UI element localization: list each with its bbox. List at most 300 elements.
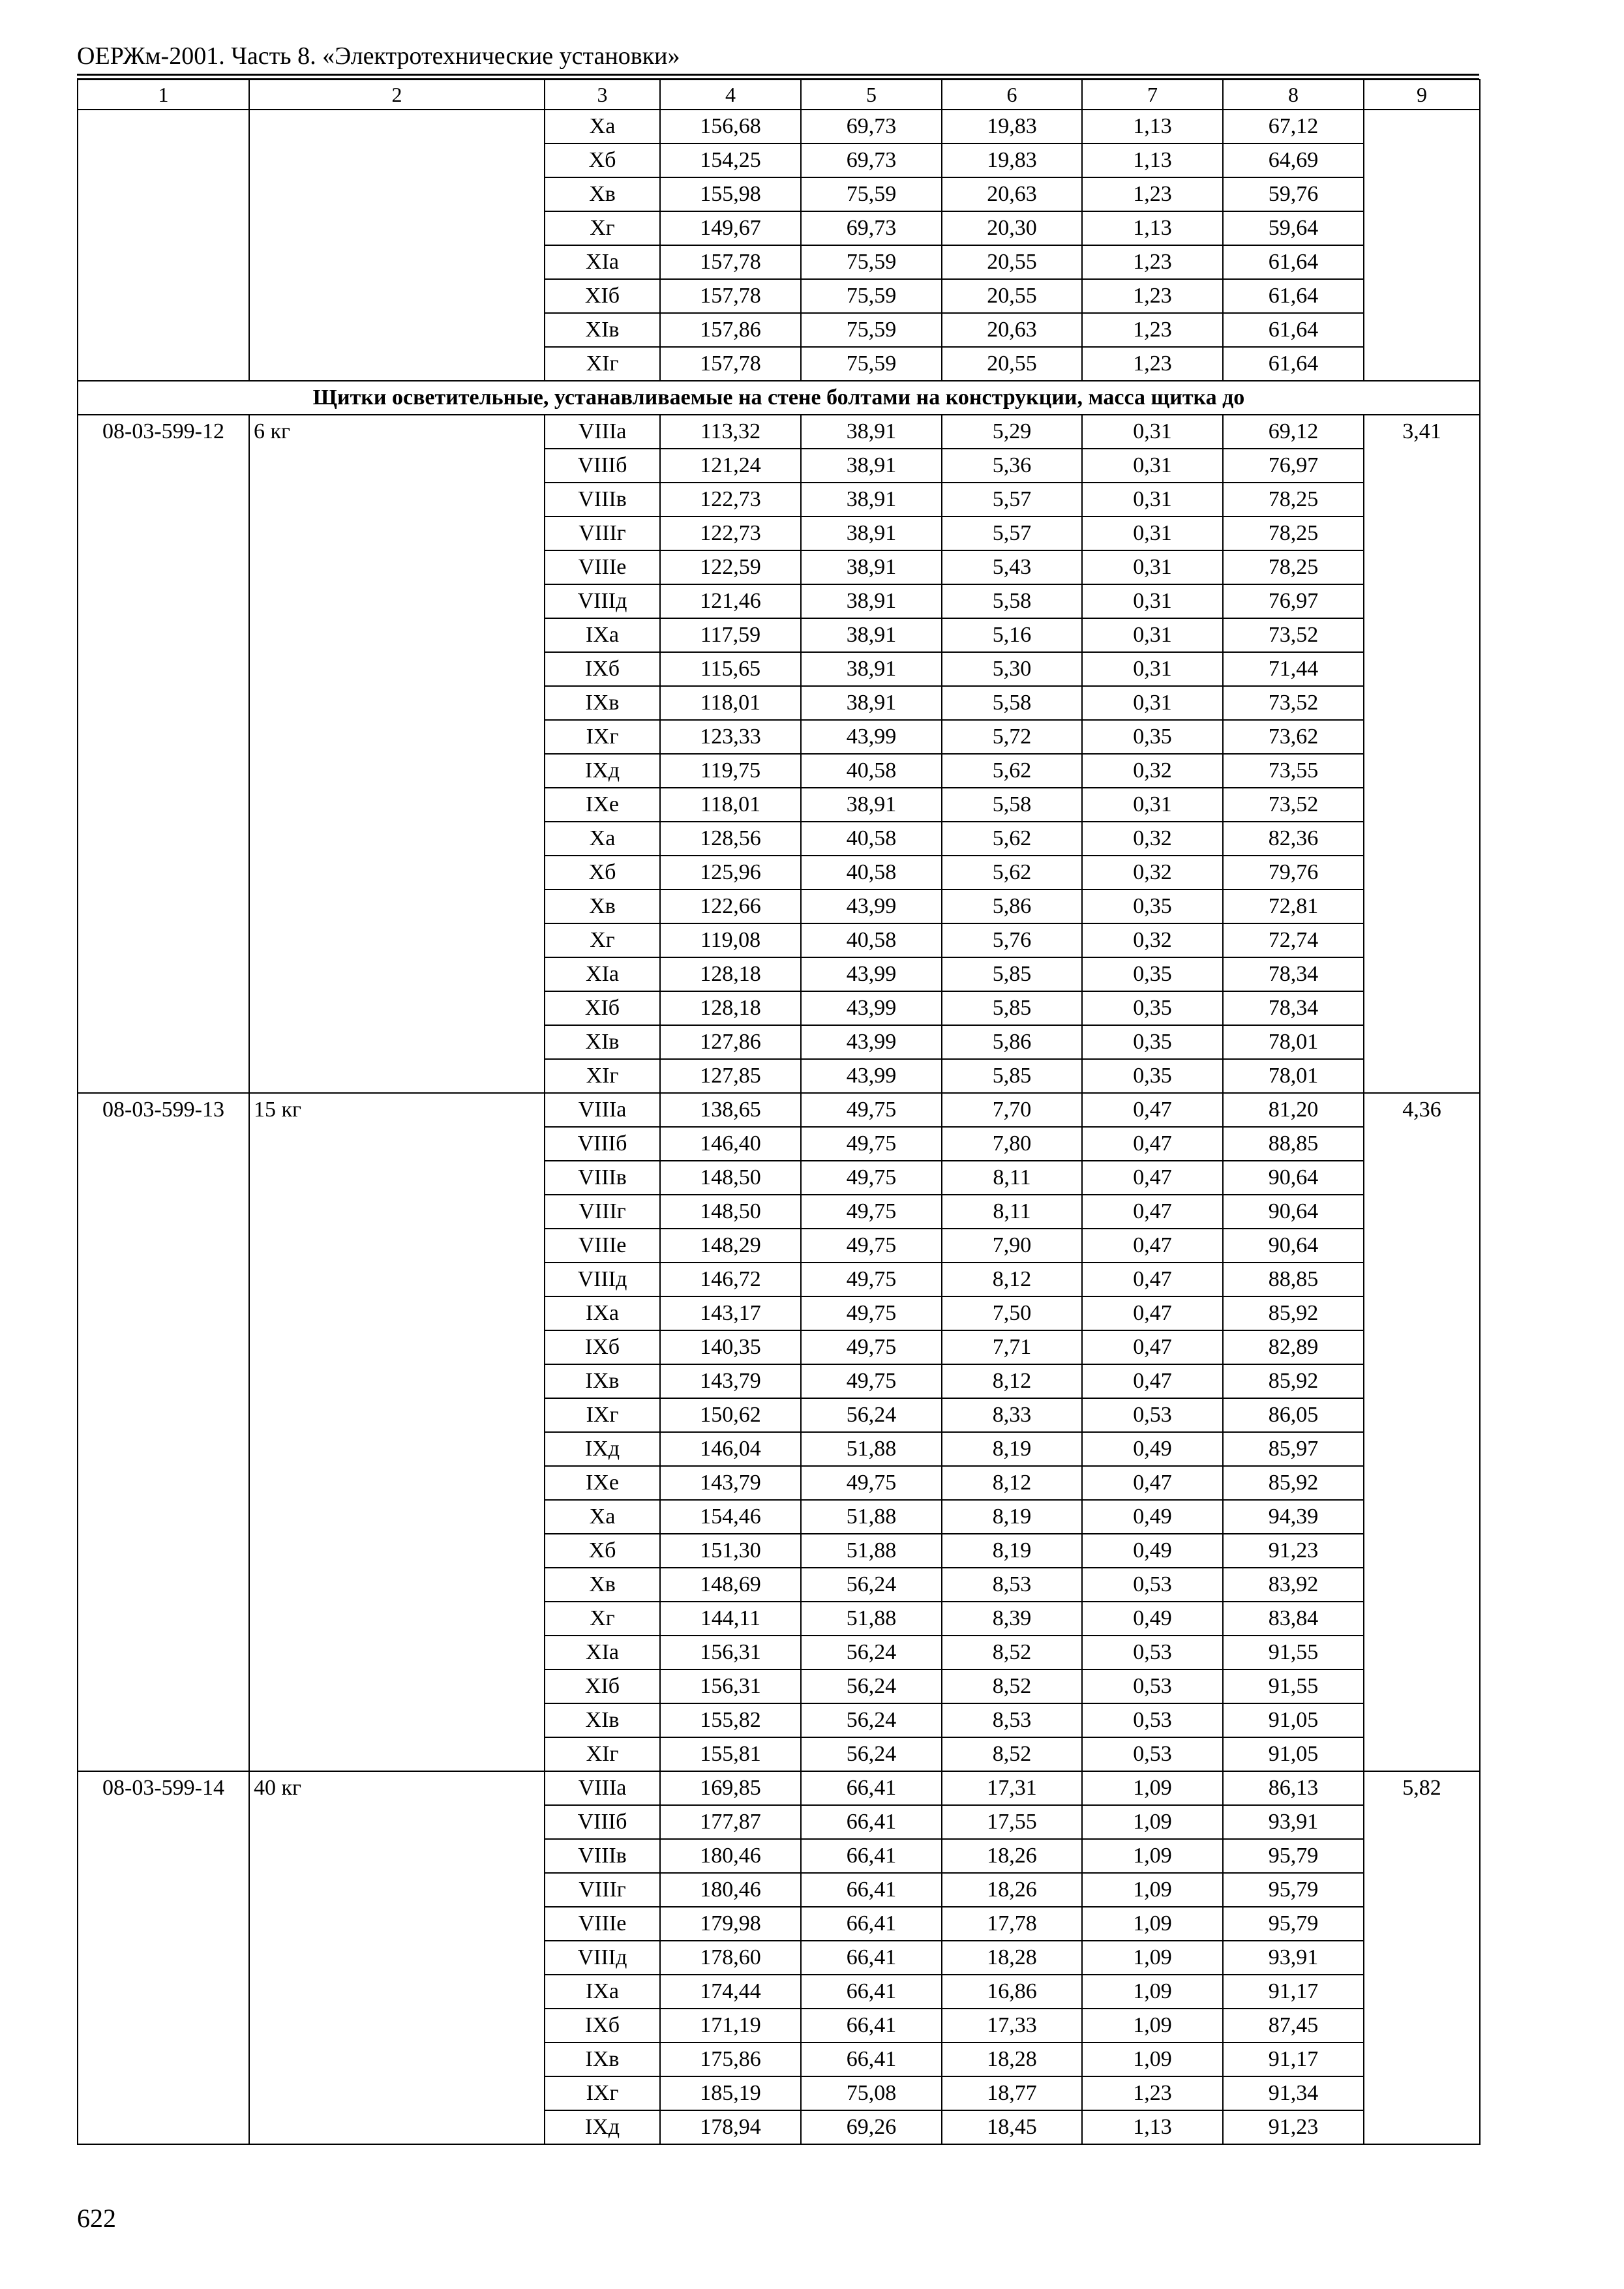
value-cell: 138,65 [660,1093,801,1127]
value-cell: 0,31 [1082,618,1223,652]
section-title-row [78,381,1480,415]
value-cell: 38,91 [801,415,942,449]
value-cell: 171,19 [660,2009,801,2042]
value-cell: 1,09 [1082,1907,1223,1941]
value-cell: 5,29 [942,415,1082,449]
variant-cell: IXб [545,652,660,686]
variant-cell: Xб [545,143,660,177]
value-cell: 8,33 [942,1398,1082,1432]
value-cell: 90,64 [1223,1161,1364,1195]
value-cell: 78,25 [1223,516,1364,550]
value-cell: 18,77 [942,2076,1082,2110]
column-header: 8 [1223,80,1364,110]
column-header: 7 [1082,80,1223,110]
value-cell: 143,17 [660,1296,801,1330]
value-cell: 8,52 [942,1737,1082,1771]
value-cell: 64,69 [1223,143,1364,177]
value-cell: 81,20 [1223,1093,1364,1127]
value-cell: 73,52 [1223,788,1364,822]
variant-cell: VIIIa [545,415,660,449]
value-cell: 78,01 [1223,1059,1364,1093]
value-cell: 85,92 [1223,1364,1364,1398]
variant-cell: IXa [545,1975,660,2009]
value-cell: 20,55 [942,279,1082,313]
value-cell: 1,09 [1082,1839,1223,1873]
value-cell: 91,17 [1223,2042,1364,2076]
value-cell: 66,41 [801,2009,942,2042]
value-cell: 155,81 [660,1737,801,1771]
value-cell: 56,24 [801,1737,942,1771]
value-cell: 75,59 [801,245,942,279]
value-cell: 150,62 [660,1398,801,1432]
variant-cell: VIIIe [545,1907,660,1941]
value-cell: 69,73 [801,143,942,177]
code-cell: 08-03-599-13 [78,1093,249,1771]
value-cell: 148,29 [660,1229,801,1263]
value-cell: 43,99 [801,720,942,754]
value-cell: 0,47 [1082,1127,1223,1161]
variant-cell: XIб [545,991,660,1025]
value-cell: 174,44 [660,1975,801,2009]
variant-cell: Xв [545,1568,660,1602]
value-cell: 72,81 [1223,890,1364,923]
value-cell: 91,34 [1223,2076,1364,2110]
value-cell: 56,24 [801,1669,942,1703]
variant-cell: XIг [545,1737,660,1771]
value-cell: 0,31 [1082,449,1223,483]
value-cell: 127,85 [660,1059,801,1093]
value-cell: 0,32 [1082,822,1223,856]
value-cell: 8,53 [942,1568,1082,1602]
value-cell: 154,46 [660,1500,801,1534]
value-cell: 146,72 [660,1263,801,1296]
value-cell: 146,40 [660,1127,801,1161]
value-cell: 17,78 [942,1907,1082,1941]
value-cell: 0,31 [1082,483,1223,516]
value-cell: 5,58 [942,584,1082,618]
variant-cell: VIIIe [545,550,660,584]
value-cell: 56,24 [801,1568,942,1602]
value-cell: 16,86 [942,1975,1082,2009]
page-header-title: ОЕРЖм-2001. Часть 8. «Электротехнические установки» [77,42,680,70]
value-cell: 17,31 [942,1771,1082,1805]
variant-cell: XIв [545,1703,660,1737]
value-cell: 66,41 [801,1805,942,1839]
value-cell: 169,85 [660,1771,801,1805]
value-cell: 49,75 [801,1364,942,1398]
value-cell: 179,98 [660,1907,801,1941]
mass-cell: 15 кг [249,1093,545,1771]
value-cell: 0,53 [1082,1398,1223,1432]
table-row [78,110,1480,143]
variant-cell: XIв [545,1025,660,1059]
value-cell: 1,13 [1082,211,1223,245]
value-cell: 157,78 [660,245,801,279]
value-cell: 73,52 [1223,686,1364,720]
value-cell: 1,09 [1082,1975,1223,2009]
value-cell: 127,86 [660,1025,801,1059]
variant-cell: IXд [545,1432,660,1466]
value-cell: 73,55 [1223,754,1364,788]
variant-cell: IXв [545,686,660,720]
value-cell: 40,58 [801,754,942,788]
col9-cell: 3,41 [1364,415,1480,1093]
value-cell: 0,47 [1082,1093,1223,1127]
value-cell: 51,88 [801,1602,942,1636]
variant-cell: VIIIв [545,1161,660,1195]
value-cell: 0,47 [1082,1161,1223,1195]
variant-cell: VIIIa [545,1771,660,1805]
value-cell: 61,64 [1223,347,1364,381]
value-cell: 1,23 [1082,245,1223,279]
rates-table [77,79,1481,2145]
value-cell: 148,50 [660,1161,801,1195]
value-cell: 69,73 [801,110,942,143]
value-cell: 20,55 [942,347,1082,381]
value-cell: 128,56 [660,822,801,856]
value-cell: 8,12 [942,1466,1082,1500]
value-cell: 144,11 [660,1602,801,1636]
value-cell: 1,23 [1082,279,1223,313]
value-cell: 66,41 [801,1873,942,1907]
value-cell: 38,91 [801,516,942,550]
value-cell: 66,41 [801,1839,942,1873]
col9-cell [1364,110,1480,381]
variant-cell: VIIIб [545,1127,660,1161]
value-cell: 87,45 [1223,2009,1364,2042]
value-cell: 5,57 [942,483,1082,516]
variant-cell: IXб [545,2009,660,2042]
value-cell: 91,55 [1223,1669,1364,1703]
value-cell: 59,76 [1223,177,1364,211]
value-cell: 175,86 [660,2042,801,2076]
variant-cell: XIв [545,313,660,347]
value-cell: 5,85 [942,991,1082,1025]
value-cell: 78,34 [1223,957,1364,991]
value-cell: 5,86 [942,890,1082,923]
value-cell: 95,79 [1223,1839,1364,1873]
table-row [78,1771,1480,1805]
value-cell: 119,75 [660,754,801,788]
value-cell: 78,25 [1223,550,1364,584]
variant-cell: IXг [545,720,660,754]
value-cell: 49,75 [801,1161,942,1195]
variant-cell: VIIIд [545,1941,660,1975]
value-cell: 157,86 [660,313,801,347]
value-cell: 95,79 [1223,1873,1364,1907]
value-cell: 148,69 [660,1568,801,1602]
value-cell: 38,91 [801,686,942,720]
value-cell: 5,86 [942,1025,1082,1059]
value-cell: 1,13 [1082,2110,1223,2144]
value-cell: 91,05 [1223,1737,1364,1771]
rates-table-body [78,80,1480,2144]
value-cell: 8,11 [942,1161,1082,1195]
table-row [78,1093,1480,1127]
column-header-row [78,80,1480,110]
value-cell: 38,91 [801,550,942,584]
variant-cell: Xг [545,923,660,957]
value-cell: 78,34 [1223,991,1364,1025]
variant-cell: IXe [545,1466,660,1500]
value-cell: 0,31 [1082,550,1223,584]
variant-cell: IXг [545,1398,660,1432]
value-cell: 91,23 [1223,2110,1364,2144]
variant-cell: XIб [545,1669,660,1703]
value-cell: 157,78 [660,347,801,381]
value-cell: 0,49 [1082,1500,1223,1534]
value-cell: 7,71 [942,1330,1082,1364]
page-number: 622 [77,2204,116,2233]
value-cell: 5,58 [942,686,1082,720]
variant-cell: VIIIa [545,1093,660,1127]
value-cell: 1,09 [1082,1873,1223,1907]
column-header: 1 [78,80,249,110]
value-cell: 0,32 [1082,923,1223,957]
value-cell: 88,85 [1223,1263,1364,1296]
value-cell: 56,24 [801,1636,942,1669]
value-cell: 122,66 [660,890,801,923]
value-cell: 66,41 [801,2042,942,2076]
variant-cell: IXб [545,1330,660,1364]
value-cell: 8,53 [942,1703,1082,1737]
value-cell: 51,88 [801,1432,942,1466]
value-cell: 0,53 [1082,1669,1223,1703]
variant-cell: VIIIб [545,1805,660,1839]
header-rule [77,74,1479,76]
value-cell: 78,01 [1223,1025,1364,1059]
value-cell: 5,76 [942,923,1082,957]
value-cell: 67,12 [1223,110,1364,143]
value-cell: 79,76 [1223,856,1364,890]
value-cell: 72,74 [1223,923,1364,957]
value-cell: 88,85 [1223,1127,1364,1161]
variant-cell: IXe [545,788,660,822]
value-cell: 7,80 [942,1127,1082,1161]
value-cell: 117,59 [660,618,801,652]
value-cell: 73,52 [1223,618,1364,652]
value-cell: 5,58 [942,788,1082,822]
value-cell: 38,91 [801,652,942,686]
variant-cell: VIIIб [545,449,660,483]
value-cell: 73,62 [1223,720,1364,754]
value-cell: 91,55 [1223,1636,1364,1669]
value-cell: 185,19 [660,2076,801,2110]
value-cell: 86,05 [1223,1398,1364,1432]
variant-cell: Xб [545,856,660,890]
value-cell: 180,46 [660,1873,801,1907]
value-cell: 0,31 [1082,584,1223,618]
value-cell: 75,08 [801,2076,942,2110]
value-cell: 49,75 [801,1466,942,1500]
value-cell: 125,96 [660,856,801,890]
value-cell: 122,59 [660,550,801,584]
column-header: 5 [801,80,942,110]
value-cell: 75,59 [801,347,942,381]
value-cell: 121,24 [660,449,801,483]
value-cell: 5,57 [942,516,1082,550]
value-cell: 8,52 [942,1669,1082,1703]
value-cell: 123,33 [660,720,801,754]
value-cell: 140,35 [660,1330,801,1364]
value-cell: 18,28 [942,1941,1082,1975]
value-cell: 1,09 [1082,2042,1223,2076]
value-cell: 5,43 [942,550,1082,584]
variant-cell: IXв [545,2042,660,2076]
value-cell: 0,32 [1082,754,1223,788]
value-cell: 151,30 [660,1534,801,1568]
value-cell: 0,35 [1082,1059,1223,1093]
value-cell: 69,12 [1223,415,1364,449]
value-cell: 156,31 [660,1669,801,1703]
value-cell: 20,63 [942,313,1082,347]
value-cell: 38,91 [801,618,942,652]
value-cell: 49,75 [801,1330,942,1364]
col9-cell: 4,36 [1364,1093,1480,1771]
value-cell: 19,83 [942,143,1082,177]
value-cell: 148,50 [660,1195,801,1229]
value-cell: 75,59 [801,313,942,347]
value-cell: 66,41 [801,1771,942,1805]
variant-cell: Xв [545,890,660,923]
value-cell: 113,32 [660,415,801,449]
value-cell: 40,58 [801,923,942,957]
value-cell: 90,64 [1223,1195,1364,1229]
value-cell: 1,23 [1082,347,1223,381]
variant-cell: VIIIг [545,516,660,550]
value-cell: 38,91 [801,449,942,483]
section-title: Щитки осветительные, устанавливаемые на стене болтами на конструкции, масса щитка до [78,381,1480,415]
value-cell: 83,84 [1223,1602,1364,1636]
variant-cell: Xa [545,1500,660,1534]
value-cell: 8,52 [942,1636,1082,1669]
value-cell: 0,31 [1082,516,1223,550]
variant-cell: VIIIв [545,483,660,516]
value-cell: 155,82 [660,1703,801,1737]
variant-cell: Xг [545,1602,660,1636]
variant-cell: Xг [545,211,660,245]
code-cell: 08-03-599-12 [78,415,249,1093]
value-cell: 8,11 [942,1195,1082,1229]
variant-cell: VIIIд [545,584,660,618]
variant-cell: IXд [545,2110,660,2144]
value-cell: 5,72 [942,720,1082,754]
value-cell: 93,91 [1223,1941,1364,1975]
value-cell: 19,83 [942,110,1082,143]
value-cell: 7,50 [942,1296,1082,1330]
variant-cell: Xв [545,177,660,211]
value-cell: 94,39 [1223,1500,1364,1534]
column-header: 6 [942,80,1082,110]
value-cell: 121,46 [660,584,801,618]
variant-cell: XIг [545,347,660,381]
value-cell: 83,92 [1223,1568,1364,1602]
variant-cell: VIIIд [545,1263,660,1296]
value-cell: 119,08 [660,923,801,957]
variant-cell: IXв [545,1364,660,1398]
variant-cell: IXa [545,1296,660,1330]
variant-cell: VIIIг [545,1873,660,1907]
value-cell: 0,31 [1082,686,1223,720]
value-cell: 122,73 [660,516,801,550]
mass-cell: 6 кг [249,415,545,1093]
value-cell: 20,30 [942,211,1082,245]
value-cell: 0,35 [1082,957,1223,991]
value-cell: 180,46 [660,1839,801,1873]
value-cell: 59,64 [1223,211,1364,245]
value-cell: 75,59 [801,177,942,211]
value-cell: 95,79 [1223,1907,1364,1941]
value-cell: 49,75 [801,1263,942,1296]
value-cell: 0,49 [1082,1432,1223,1466]
value-cell: 61,64 [1223,279,1364,313]
value-cell: 51,88 [801,1534,942,1568]
value-cell: 157,78 [660,279,801,313]
value-cell: 0,31 [1082,415,1223,449]
value-cell: 0,35 [1082,720,1223,754]
value-cell: 5,62 [942,754,1082,788]
code-cell [78,110,249,381]
value-cell: 178,94 [660,2110,801,2144]
value-cell: 90,64 [1223,1229,1364,1263]
value-cell: 18,26 [942,1839,1082,1873]
value-cell: 5,36 [942,449,1082,483]
value-cell: 38,91 [801,584,942,618]
variant-cell: VIIIг [545,1195,660,1229]
table-row [78,415,1480,449]
value-cell: 0,35 [1082,890,1223,923]
value-cell: 66,41 [801,1975,942,2009]
value-cell: 0,47 [1082,1330,1223,1364]
variant-cell: Xб [545,1534,660,1568]
value-cell: 18,28 [942,2042,1082,2076]
value-cell: 0,35 [1082,1025,1223,1059]
column-header: 3 [545,80,660,110]
value-cell: 43,99 [801,991,942,1025]
column-header: 4 [660,80,801,110]
variant-cell: XIa [545,957,660,991]
value-cell: 115,65 [660,652,801,686]
value-cell: 0,47 [1082,1195,1223,1229]
value-cell: 85,92 [1223,1466,1364,1500]
value-cell: 5,85 [942,1059,1082,1093]
value-cell: 85,92 [1223,1296,1364,1330]
value-cell: 146,04 [660,1432,801,1466]
value-cell: 122,73 [660,483,801,516]
value-cell: 1,23 [1082,177,1223,211]
value-cell: 69,26 [801,2110,942,2144]
value-cell: 8,12 [942,1364,1082,1398]
value-cell: 8,19 [942,1534,1082,1568]
value-cell: 0,47 [1082,1364,1223,1398]
value-cell: 43,99 [801,1025,942,1059]
value-cell: 143,79 [660,1364,801,1398]
column-header: 2 [249,80,545,110]
value-cell: 8,12 [942,1263,1082,1296]
value-cell: 7,90 [942,1229,1082,1263]
value-cell: 5,16 [942,618,1082,652]
value-cell: 49,75 [801,1229,942,1263]
value-cell: 17,55 [942,1805,1082,1839]
mass-cell: 40 кг [249,1771,545,2144]
value-cell: 76,97 [1223,449,1364,483]
value-cell: 66,41 [801,1907,942,1941]
value-cell: 8,19 [942,1432,1082,1466]
value-cell: 18,45 [942,2110,1082,2144]
value-cell: 69,73 [801,211,942,245]
value-cell: 38,91 [801,483,942,516]
value-cell: 128,18 [660,957,801,991]
